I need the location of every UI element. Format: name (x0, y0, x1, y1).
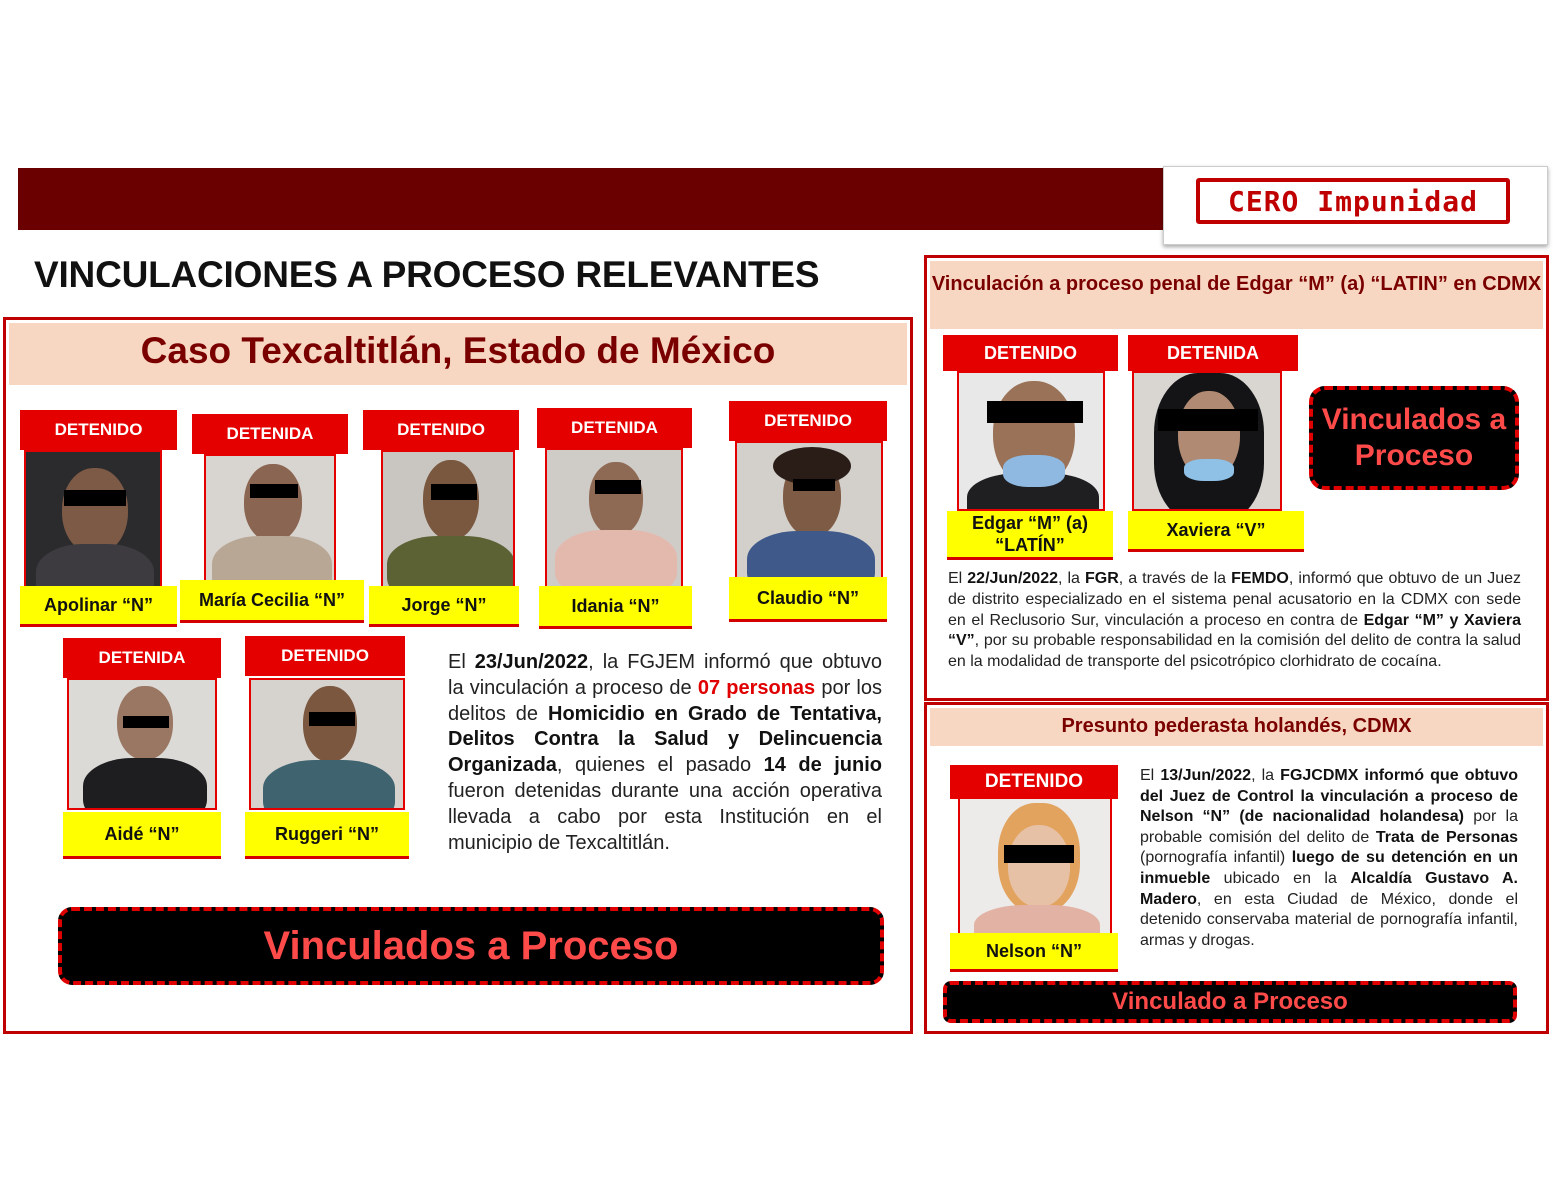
person-name: Aidé “N” (63, 812, 221, 856)
case-description: El 22/Jun/2022, la FGR, a través de la FEMDO, informó que obtuvo de un Juez de distrito especializado en el sistema penal acusatorio en la CDMX con sede en el Reclusorio Sur, vinculación a proceso en contra de Edgar “M” y Xaviera “V”, por su probable responsabilidad en la comisión del delito de contra la salud en la modalidad de transporte del psicotrópico clorhidrato de cocaína. (948, 570, 1522, 671)
case-title: Caso Texcaltitlán, Estado de México (140, 330, 776, 371)
case-description: El 13/Jun/2022, la FGJCDMX informó que obtuvo del Juez de Control la vinculación a proceso de Nelson “N” (de nacionalidad holandesa) por la probable comisión del delito de Trata de Personas (pornografía infantil) luego de su detención en un inmueble ubicado en la Alcaldía Gustavo A. Madero, en esta Ciudad de México, donde el detenido conservaba material de pornografía infantil, armas y drogas. (1140, 767, 1519, 949)
person-photo (545, 448, 683, 588)
person-photo (24, 450, 162, 590)
status-banner-label: Vinculados a Proceso (263, 923, 679, 968)
person-name: Apolinar “N” (20, 586, 177, 624)
person-name: Ruggeri “N” (245, 812, 409, 856)
person-card (943, 335, 1118, 557)
person-card (63, 638, 221, 858)
status-tag: DETENIDO (245, 636, 405, 676)
status-tag: DETENIDO (363, 410, 519, 450)
person-card (20, 410, 177, 622)
status-tag: DETENIDA (63, 638, 221, 678)
status-tag: DETENIDA (192, 414, 348, 454)
person-card (363, 410, 519, 622)
person-card (192, 414, 357, 624)
case-title: Presunto pederasta holandés, CDMX (1061, 715, 1412, 737)
person-photo (735, 441, 883, 581)
person-photo (249, 678, 405, 810)
case-description: El 23/Jun/2022, la FGJEM informó que obtuvo la vinculación a proceso de 07 personas por los delitos de Homicidio en Grado de Tentativa, Delitos Contra la Salud y Delincuencia Organizada, quienes el pasado 14 de junio fueron detenidas durante una acción operativa llevada a cabo por esta Institución en el municipio de Texcaltitlán. (448, 651, 882, 854)
person-name: Xaviera “V” (1128, 511, 1304, 549)
person-name: Jorge “N” (369, 586, 519, 624)
status-tag: DETENIDO (943, 335, 1118, 371)
person-photo (67, 678, 217, 810)
status-banner-label: Vinculado a Proceso (1112, 988, 1348, 1015)
person-card (537, 408, 692, 624)
person-name: Nelson “N” (950, 933, 1118, 969)
top-banner-bar (18, 168, 1163, 230)
status-banner-label: Vinculados a Proceso (1321, 403, 1507, 472)
status-banner (943, 981, 1517, 1023)
case-title: Vinculación a proceso penal de Edgar “M” (a) “LATIN” en CDMX (931, 273, 1542, 295)
brand-label: CERO Impunidad (1227, 184, 1478, 218)
person-name: María Cecilia “N” (180, 580, 364, 620)
person-name: Edgar “M” (a) “LATÍN” (947, 511, 1113, 557)
status-tag: DETENIDO (729, 401, 887, 441)
person-photo (957, 371, 1105, 511)
cero-impunidad-logo (1196, 178, 1510, 224)
page-title: VINCULACIONES A PROCESO RELEVANTES (34, 254, 820, 295)
person-card (950, 765, 1118, 971)
person-card (1128, 335, 1304, 550)
person-name: Claudio “N” (729, 577, 887, 619)
person-photo (204, 454, 336, 590)
status-tag: DETENIDO (950, 765, 1118, 799)
status-tag: DETENIDO (20, 410, 177, 450)
status-tag: DETENIDA (1128, 335, 1298, 371)
person-photo (1132, 371, 1282, 511)
status-tag: DETENIDA (537, 408, 692, 448)
person-photo (958, 797, 1112, 937)
person-card (245, 636, 409, 858)
person-card (729, 401, 887, 621)
status-banner (1309, 386, 1519, 490)
person-name: Idania “N” (539, 586, 692, 626)
person-photo (381, 450, 515, 590)
status-banner (58, 907, 884, 985)
